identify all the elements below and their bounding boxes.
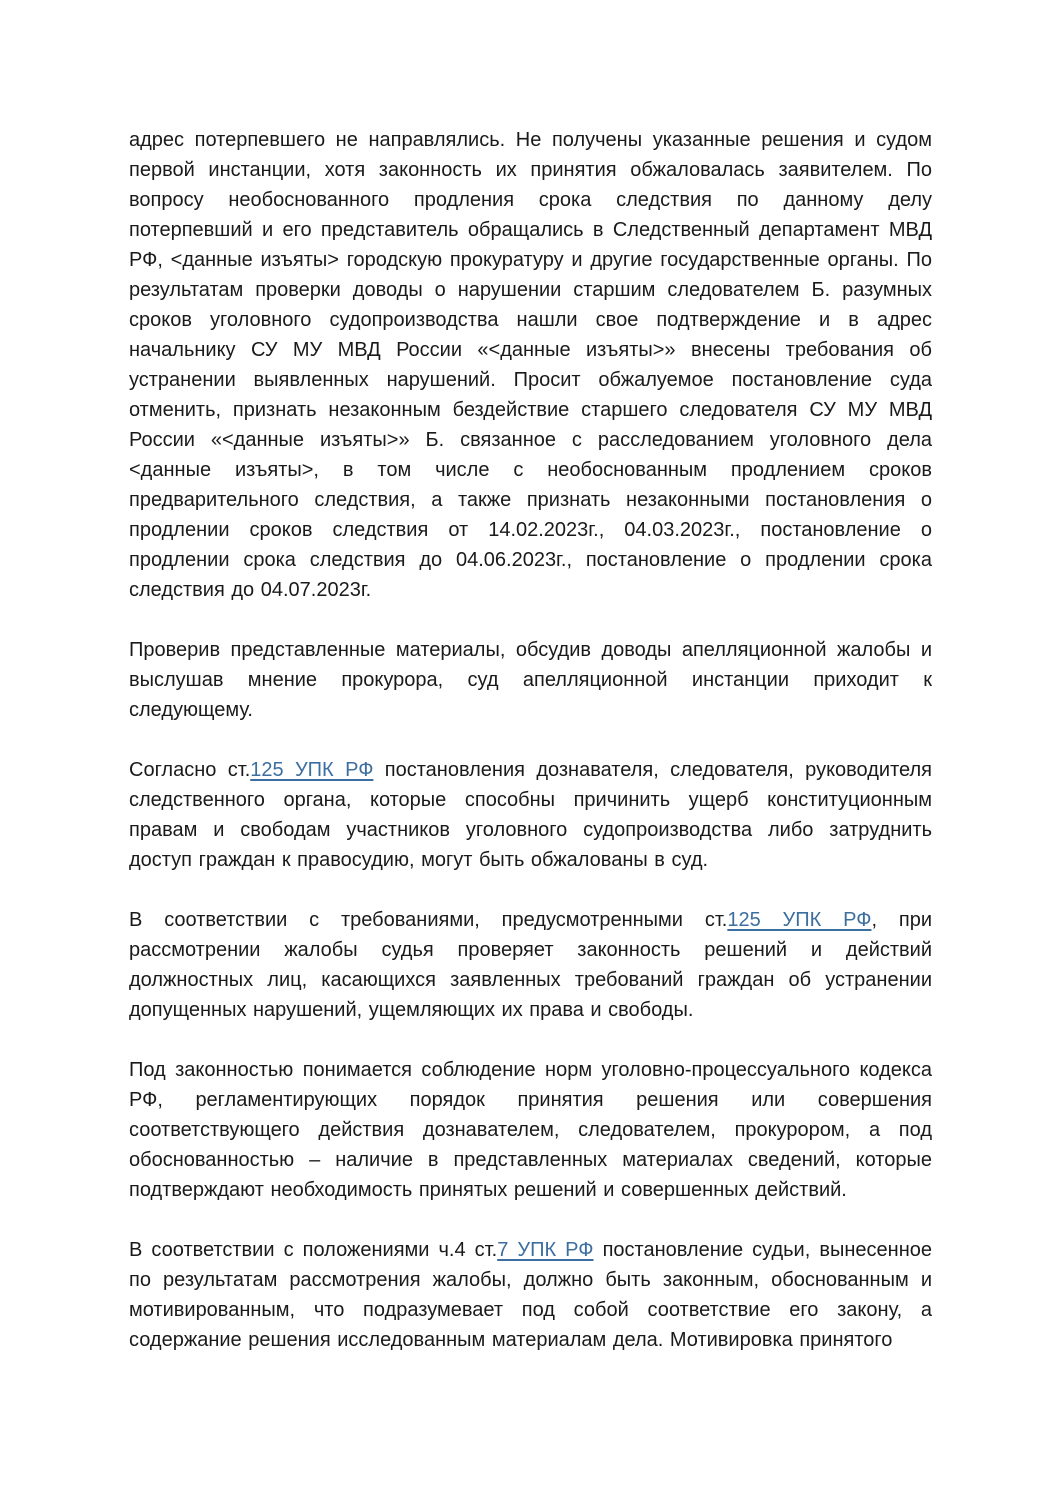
paragraph-court-review-intro bbox=[129, 635, 932, 725]
paragraph-appeal-arguments bbox=[129, 125, 932, 605]
paragraph-text: Под законностью понимается соблюдение норм уголовно-процессуального кодекса РФ, регламентирующих порядок принятия решения или совершения соответствующего действия дознавателем, следователем, прокурором, а под обоснованностью – наличие в представленных материалах сведений, которые подтверждают необходимость принятых решений и совершенных действий. bbox=[129, 1059, 932, 1201]
paragraph-text: постановление судьи, вынесенное по результатам рассмотрения жалобы, должно быть законным, обоснованным и мотивированным, что подразумевает под собой соответствие его закону, а содержание решения исследованным материалам дела. Мотивировка принятого bbox=[129, 1239, 932, 1351]
paragraph-st7-ruling-requirements bbox=[129, 1235, 932, 1355]
paragraph-text: Согласно ст. bbox=[129, 759, 251, 781]
paragraph-text: , при рассмотрении жалобы судья проверяет законность решений и действий должностных лиц, касающихся заявленных требований граждан об устранении допущенных нарушений, ущемляющих их права и свободы. bbox=[129, 909, 932, 1021]
paragraph-text: адрес потерпевшего не направлялись. Не получены указанные решения и судом первой инстанции, хотя законность их принятия обжаловалась заявителем. По вопросу необоснованного продления срока следствия по данному делу потерпевший и его представитель обращались в Следственный департамент МВД РФ, <данные изъяты> городскую прокуратуру и другие государственные органы. По результатам проверки доводы о нарушении старшим следователем Б. разумных сроков уголовного судопроизводства нашли свое подтверждение и в адрес начальнику СУ МУ МВД России «<данные изъяты>» внесены требования об устранении выявленных нарушений. Просит обжалуемое постановление суда отменить, признать незаконным бездействие старшего следователя СУ МУ МВД России «<данные изъяты>» Б. связанное с расследованием уголовного дела <данные изъяты>, в том числе с необоснованным продлением сроков предварительного следствия, а также признать незаконными постановления о продлении сроков следствия от 14.02.2023г., 04.03.2023г., постановление о продлении срока следствия до 04.06.2023г., постановление о продлении срока следствия до 04.07.2023г. bbox=[129, 129, 932, 601]
paragraph-st125-requirements bbox=[129, 905, 932, 1025]
paragraph-st125-basis bbox=[129, 755, 932, 875]
statute-link-125-upk-rf[interactable]: 125 УПК РФ bbox=[250, 759, 374, 781]
paragraph-text: Проверив представленные материалы, обсудив доводы апелляционной жалобы и выслушав мнение прокурора, суд апелляционной инстанции приходит к следующему. bbox=[129, 639, 932, 721]
paragraph-legality-definition bbox=[129, 1055, 932, 1205]
paragraph-text: постановления дознавателя, следователя, руководителя следственного органа, которые способны причинить ущерб конституционным правам и свободам участников уголовного судопроизводства либо затруднить доступ граждан к правосудию, могут быть обжалованы в суд. bbox=[129, 759, 932, 871]
paragraph-text: В соответствии с требованиями, предусмотренными ст. bbox=[129, 909, 728, 931]
document-body bbox=[129, 125, 932, 1355]
statute-link-7-upk-rf[interactable]: 7 УПК РФ bbox=[497, 1239, 594, 1261]
paragraph-text: В соответствии с положениями ч.4 ст. bbox=[129, 1239, 498, 1261]
statute-link-125-upk-rf-2[interactable]: 125 УПК РФ bbox=[727, 909, 872, 931]
